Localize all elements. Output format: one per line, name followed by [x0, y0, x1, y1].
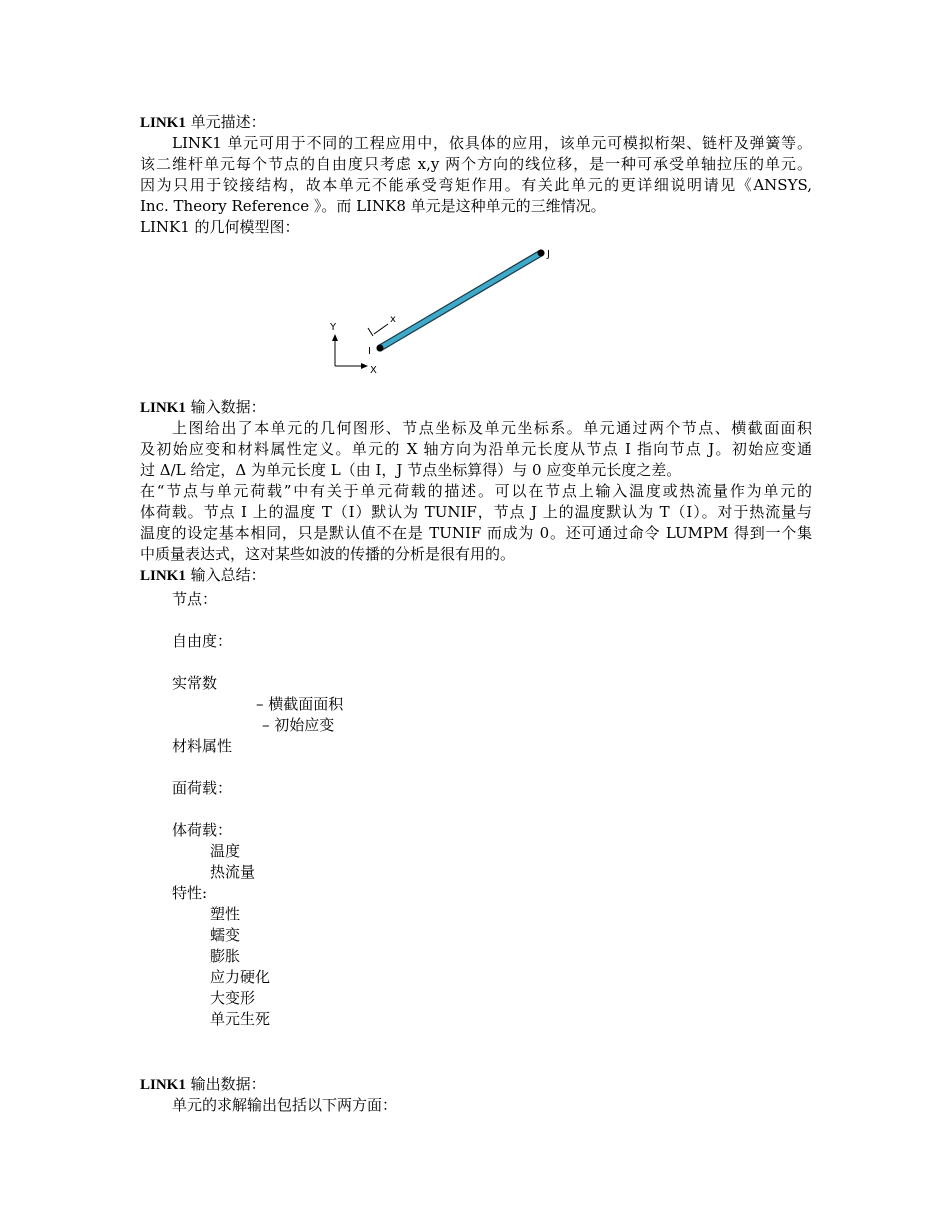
heading-bold: LINK1 [140, 1077, 186, 1093]
input-line-4: 在“节点与单元荷载”中有关于单元荷载的描述。可以在节点上输入温度或热流量作为单元的 [140, 482, 812, 500]
summary-sp-plasticity: 塑性 [210, 905, 241, 923]
input-line-6: 温度的设定基本相同，只是默认值不在是 TUNIF 而成为 0。还可通过命令 LUMPM 得到一个集 [140, 524, 812, 542]
input-line-5: 体荷载。节点 I 上的温度 T（I）默认为 TUNIF，节点 J 上的温度默认为 T（I）。对于热流量与 [140, 503, 812, 521]
input-line-7: 中质量表达式，这对某些如波的传播的分析是很有用的。 [140, 545, 516, 563]
description-line-2: 该二维杆单元每个节点的自由度只考虑 x,y 两个方向的线位移，是一种可承受单轴拉压的单元。 [140, 155, 812, 173]
geometry-heading: LINK1 的几何模型图： [140, 218, 300, 236]
label-j: J [547, 249, 550, 260]
summary-rc-strain: – 初始应变 [262, 716, 335, 734]
label-i: I [368, 346, 371, 357]
heading-bold: LINK1 [140, 400, 186, 416]
input-line-1: 上图给出了本单元的几何图形、节点坐标及单元坐标系。单元通过两个节点、横截面面积 [172, 419, 812, 437]
output-line-1: 单元的求解输出包括以下两方面： [172, 1096, 398, 1114]
node-i [377, 345, 384, 352]
input-line-2: 及初始应变和材料属性定义。单元的 X 轴方向为沿单元长度从节点 I 指向节点 J。初始应变通 [140, 440, 812, 458]
summary-nodes: 节点： [172, 590, 218, 608]
heading-bold: LINK1 [140, 568, 186, 584]
summary-material: 材料属性 [172, 737, 233, 755]
description-line-1: LINK1 单元可用于不同的工程应用中，依具体的应用，该单元可模拟桁架、链杆及弹簧等。 [172, 134, 812, 152]
summary-body-loads: 体荷载： [172, 821, 233, 839]
heading-text: 输入总结： [185, 566, 266, 584]
summary-sp-large-deflection: 大变形 [210, 989, 256, 1007]
description-heading [140, 112, 266, 134]
summary-special: 特性: [172, 884, 208, 902]
summary-rc-area: – 横截面面积 [256, 695, 344, 713]
heading-text: 输入数据： [185, 398, 266, 416]
summary-sp-birth-death: 单元生死 [210, 1010, 271, 1028]
input-line-3: 过 Δ/L 给定，Δ 为单元长度 L（由 I，J 节点坐标算得）与 0 应变单元长度之差。 [140, 461, 682, 479]
link1-diagram [328, 244, 568, 374]
summary-sp-swelling: 膨胀 [210, 947, 241, 965]
global-y-arrow [332, 334, 338, 341]
description-line-4: Inc. Theory Reference 》。而 LINK8 单元是这种单元的三维情况。 [140, 197, 606, 215]
global-x-arrow [361, 363, 368, 369]
local-x-axis-arrow [368, 328, 373, 336]
label-global-x: X [370, 365, 377, 376]
node-j [538, 250, 545, 257]
summary-sp-creep: 蠕变 [210, 926, 241, 944]
link-element-fill [380, 253, 541, 348]
link1-geometry-figure [328, 244, 568, 374]
input-heading [140, 397, 266, 419]
summary-dof: 自由度： [172, 632, 233, 650]
summary-bl-temp: 温度 [210, 842, 241, 860]
description-line-3: 因为只用于铰接结构，故本单元不能承受弯矩作用。有关此单元的更详细说明请见《ANSYS, [140, 176, 812, 194]
local-x-axis [374, 324, 388, 334]
heading-text: 输出数据： [185, 1075, 266, 1093]
label-local-x: x [390, 314, 396, 325]
summary-bl-flux: 热流量 [210, 863, 256, 881]
summary-surface-loads: 面荷载： [172, 779, 233, 797]
heading-bold: LINK1 [140, 115, 186, 131]
label-global-y: Y [330, 322, 337, 333]
heading-text: 单元描述： [185, 113, 266, 131]
summary-sp-stress-stiffening: 应力硬化 [210, 968, 271, 986]
summary-heading [140, 565, 266, 587]
summary-real-constants: 实常数 [172, 674, 218, 692]
output-heading [140, 1074, 266, 1096]
